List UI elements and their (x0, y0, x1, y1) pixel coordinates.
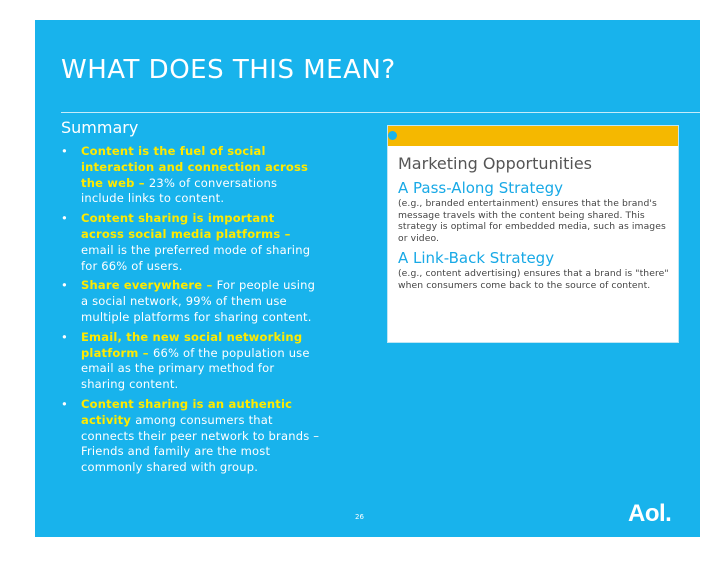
aol-logo: Aol. (628, 500, 672, 527)
summary-bullet (61, 330, 321, 393)
bullet-text: 23% of conversations include links to content. (81, 175, 278, 206)
bullet-dot: • (61, 278, 68, 293)
bullet-dot: • (61, 211, 68, 226)
slide (35, 20, 700, 537)
summary-bullet (61, 278, 321, 325)
strategy-title: A Pass-Along Strategy (398, 179, 563, 197)
bullet-text: email is the preferred mode of sharing for 66% of users. (81, 242, 311, 273)
bullet-dot: • (61, 144, 68, 158)
bullet-bold-text: Email, the new social networking platform – (81, 329, 303, 360)
panel-heading: Marketing Opportunities (398, 154, 592, 173)
summary-list (61, 144, 321, 480)
summary-bullet (61, 144, 321, 207)
bullet-dot: • (61, 396, 68, 411)
bullet-text: For people using a social network, 99% of them use multiple platforms for sharing content. (81, 278, 316, 324)
bullet-bold-text: Share everywhere – (81, 278, 217, 293)
title-divider (61, 112, 700, 113)
page-number: 26 (355, 513, 364, 521)
strategy-description: (e.g., branded entertainment) ensures that the brand's message travels with the content being shared. This strategy is optimal for embedded media, such as images or video. (398, 198, 666, 244)
bullet-bold-text: Content sharing is an authentic activity (81, 396, 293, 427)
panel-content (398, 154, 670, 297)
bullet-text: among consumers that connects their peer network to brands – Friends and family are the most commonly shared with group. (81, 412, 320, 475)
strategy-title: A Link-Back Strategy (398, 249, 555, 268)
strategy-description: (e.g., content advertising) ensures that a brand is "there" when consumers come back to the source of content. (398, 268, 669, 291)
summary-bullet (61, 397, 321, 476)
summary-heading: Summary (61, 118, 139, 137)
bullet-text: 66% of the population use email as the primary method for sharing content. (81, 345, 310, 392)
marketing-opportunities-panel (387, 125, 679, 343)
summary-bullet (61, 211, 321, 274)
bullet-dot: • (61, 329, 68, 344)
bullet-bold-text: Content is the fuel of social interaction and connection across the web – (81, 144, 309, 190)
bullet-bold-text: Content sharing is important across social media platforms – (81, 211, 291, 241)
slide-title: WHAT DOES THIS MEAN? (61, 55, 396, 85)
panel-dot-icon (388, 131, 397, 140)
panel-header-bar (388, 126, 678, 146)
